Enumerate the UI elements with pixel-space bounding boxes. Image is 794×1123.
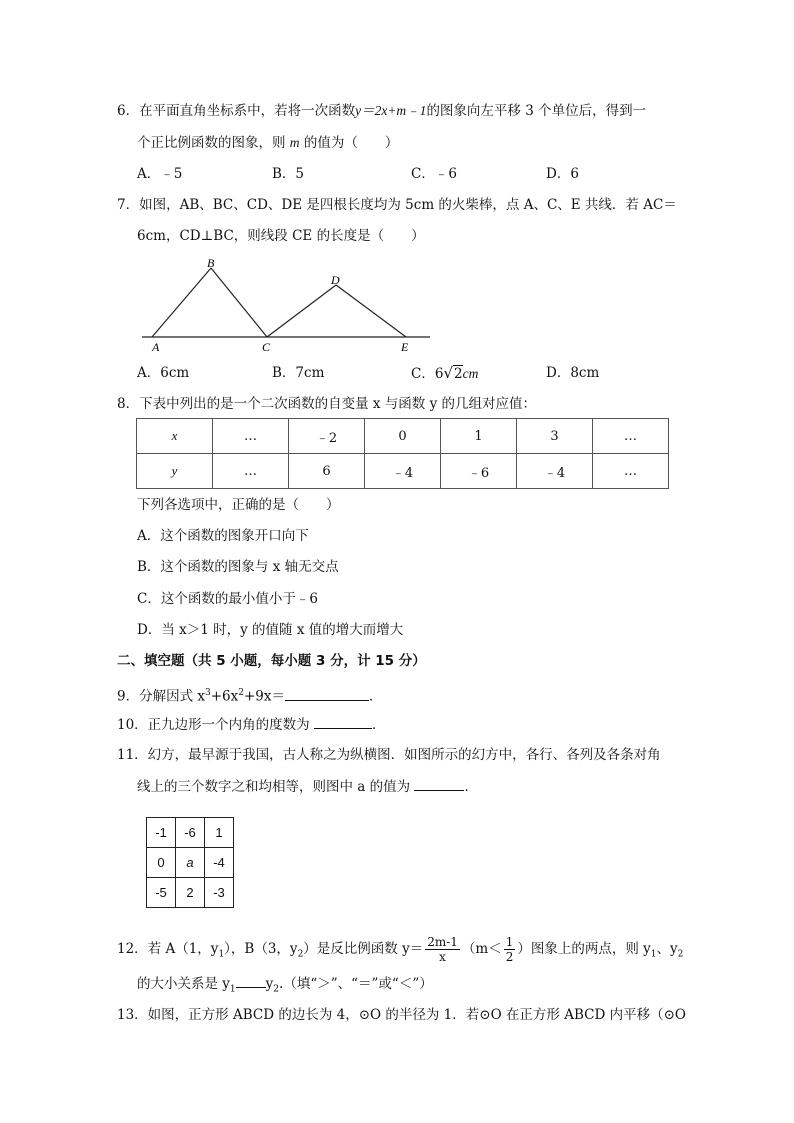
segment-ab [152,268,211,337]
q7-option-b: B．7cm [272,365,325,381]
q6-line2: 个正比例函数的图象，则 m 的值为（ ） [137,135,399,151]
magic-row: -5 2 -3 [147,878,234,908]
q8-option-d: D．当 x＞1 时，y 的值随 x 值的增大而增大 [137,622,404,638]
label-d: D [331,273,340,287]
answer-blank[interactable] [414,776,464,791]
q7-option-a: A．6cm [137,365,190,381]
q6-option-a: A．﹣5 [137,166,183,182]
answer-blank[interactable] [236,973,266,988]
section-title: 二、填空题（共 5 小题，每小题 3 分，计 15 分） [117,653,426,669]
q7-option-c: C．6√2cm [411,364,479,382]
q11-line1: 11．幻方，最早源于我国，古人称之为纵横图．如图所示的幻方中，各行、各列及各条对角 [117,747,661,763]
q6-option-c: C．﹣6 [411,166,457,182]
table-row-x: x … ﹣2 0 1 3 … [137,419,669,454]
magic-row: 0 a -4 [147,848,234,878]
q8-option-b: B．这个函数的图象与 x 轴无交点 [137,559,339,575]
magic-row: -1 -6 1 [147,818,234,848]
label-b: B [207,256,215,270]
q6-line1: 6．在平面直角坐标系中，若将一次函数y＝2x+m﹣1的图象向左平移 3 个单位后，得到一 [117,103,647,119]
q8-line1: 8．下表中列出的是一个二次函数的自变量 x 与函数 y 的几组对应值： [117,396,536,412]
label-e: E [401,340,409,354]
q7-line1: 7．如图，AB、BC、CD、DE 是四根长度均为 5cm 的火柴棒，点 A、C、E 共线．若 AC＝ [117,197,677,213]
q12-line1: 12．若 A（1，$y_1$），B（3，$y_2$）是反比例函数 y＝ $\frac{2m-1}{x}$ （m＜ $\frac{1}{2}$ ）图象上的两点，则 $y_1$、$y_2$ [117,935,684,964]
fraction: $\frac{2m-1}{x}$ [427,935,458,964]
value-table [136,418,669,489]
q6-option-d: D．6 [546,166,579,182]
q9-line: 9．分解因式 $x^3+6x^2+9x=$ ． [117,683,383,707]
answer-blank[interactable] [285,686,369,701]
segment-bc [211,268,267,337]
q11-line2: 线上的三个数字之和均相等，则图中 a 的值为 ． [137,776,478,797]
q13-line1: 13．如图，正方形 ABCD 的边长为 4，⊙O 的半径为 1．若⊙O 在正方形 ABCD 内平移（⊙O [117,1007,686,1023]
segment-cd [267,285,336,337]
table-row-y: y … 6 ﹣4 ﹣6 ﹣4 … [137,454,669,489]
label-a: A [152,340,160,354]
q8-prompt: 下列各选项中，正确的是（ ） [137,497,340,513]
q7-line2: 6cm，CD⊥BC，则线段 CE 的长度是（ ） [137,228,425,244]
fraction-half: $\frac{1}{2}$ [505,935,514,964]
segment-de [336,285,406,337]
q6-option-b: B．5 [272,166,305,182]
q12-line2: 的大小关系是 $y_1$ $y_2$.（填“＞”、“＝”或“＜”） [137,973,433,1000]
q8-option-a: A．这个函数的图象开口向下 [137,528,309,544]
magic-square [146,817,234,908]
q7-figure [140,254,440,354]
q10-line: 10．正九边形一个内角的度数为 ． [117,714,385,735]
label-c: C [262,340,271,354]
q8-option-c: C．这个函数的最小值小于﹣6 [137,591,318,607]
q7-option-d: D．8cm [546,365,600,381]
answer-blank[interactable] [314,714,372,729]
